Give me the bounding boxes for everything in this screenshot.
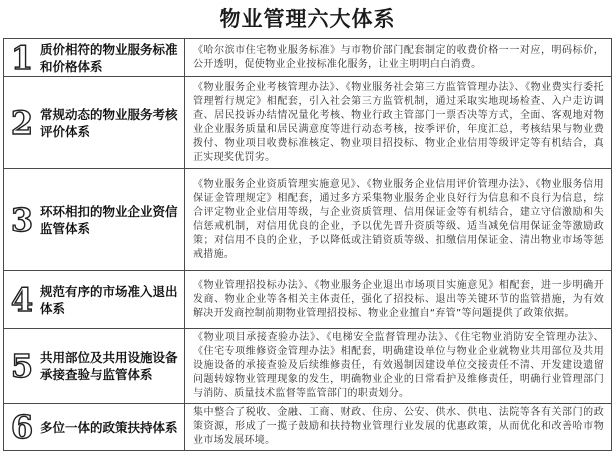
system-table: [3, 38, 612, 451]
system-label: 常规动态的物业服务考核评价体系: [40, 106, 178, 139]
system-name-cell: [4, 404, 185, 451]
system-label: 环环相扣的物业企业资信监管体系: [40, 203, 178, 236]
row-number: 1: [10, 38, 34, 77]
system-description: 集中整合了税收、金融、工商、财政、住房、公安、供水、供电、法院等各有关部门的政策资源，形成了一揽子鼓励和扶持物业管理行业发展的优惠政策，从而优化和改善哈市物业市场发展环境。: [185, 404, 612, 451]
row-number: 2: [10, 103, 34, 142]
system-description: 《物业服务企业资质管理实施意见》、《物业服务企业信用评价管理办法》、《物业服务信用保证金管理规定》相配套，通过多方采集物业服务企业良好行为信息和不良行为信息，综合评定物业企业信用等级，与企业资质管理、信用保证金等有机结合，建立守信激励和失信惩戒机制，对信用优良的企业，予以优先晋升资质等级、适当减免信用保证金等激励政策；对信用不良的企业，予以降低或注销资质等级、扣缴信用保证金、清出物业市场等惩戒措施。: [185, 169, 612, 271]
row-number: 6: [10, 408, 34, 446]
system-description: 《物业项目承接查验办法》、《电梯安全监督管理办法》、《住宅物业消防安全管理办法》、《住宅专项维修资金管理办法》相配套，明确建设单位与物业企业就物业共用部位及共用设施设备的承接查验及后续维修责任，有效遏制因建设单位交接责任不清、开发建设遗留问题转嫁物业管理现象的发生，明确物业企业的日常看护及维修责任，明确行业管理部门与消防、质量技术监督等监管部门的职责划分。: [185, 329, 612, 404]
table-row: [4, 169, 612, 271]
system-label: 规范有序的市场准入退出体系: [40, 283, 178, 316]
system-description: 《物业管理招投标办法》、《物业服务企业退出市场项目实施意见》相配套，进一步明确开发商、物业企业等各相关主体责任，强化了招投标、退出等关键环节的监管措施，为有效解决开发商控制前期物业管理招投标、物业企业擅自“弃管”等问题提供了政策依据。: [185, 271, 612, 329]
system-name-cell: [4, 169, 185, 271]
table-row: [4, 77, 612, 169]
table-row: [4, 271, 612, 329]
system-name-cell: [4, 329, 185, 404]
row-number: 3: [10, 200, 34, 239]
table-row: [4, 329, 612, 404]
system-name-cell: [4, 77, 185, 169]
system-description: 《物业服务企业考核管理办法》、《物业服务社会第三方监管管理办法》、《物业费实行委托管理暂行规定》相配套，引入社会第三方监管机制，通过采取实地现场检查、入户走访调查、居民投诉办结情况量化考核、物业行政主管部门一票否决等方式，全面、客观地对物业企业服务质量和居民满意度等进行动态考核，按季评价，年度汇总，考核结果与物业费拨付、物业项目收费标准核定、物业项目招投标、物业企业信用等级评定等有机结合，真正实现奖优罚劣。: [185, 77, 612, 169]
row-number: 5: [10, 347, 34, 385]
table-row: [4, 404, 612, 451]
system-label: 共用部位及共用设施设备承接查验与监管体系: [40, 350, 178, 382]
system-name-cell: [4, 271, 185, 329]
system-name-cell: [4, 39, 185, 77]
system-description: 《哈尔滨市住宅物业服务标准》与市物价部门配套制定的收费价格一一对应，明码标价，公开透明，促使物业企业按标准化服务，让业主明明白白消费。: [185, 39, 612, 77]
system-label: 质价相符的物业服务标准和价格体系: [40, 41, 178, 74]
row-number: 4: [10, 280, 34, 319]
table-row: [4, 39, 612, 77]
system-label: 多位一体的政策扶持体系: [40, 419, 178, 435]
page-title: 物业管理六大体系: [219, 6, 396, 31]
